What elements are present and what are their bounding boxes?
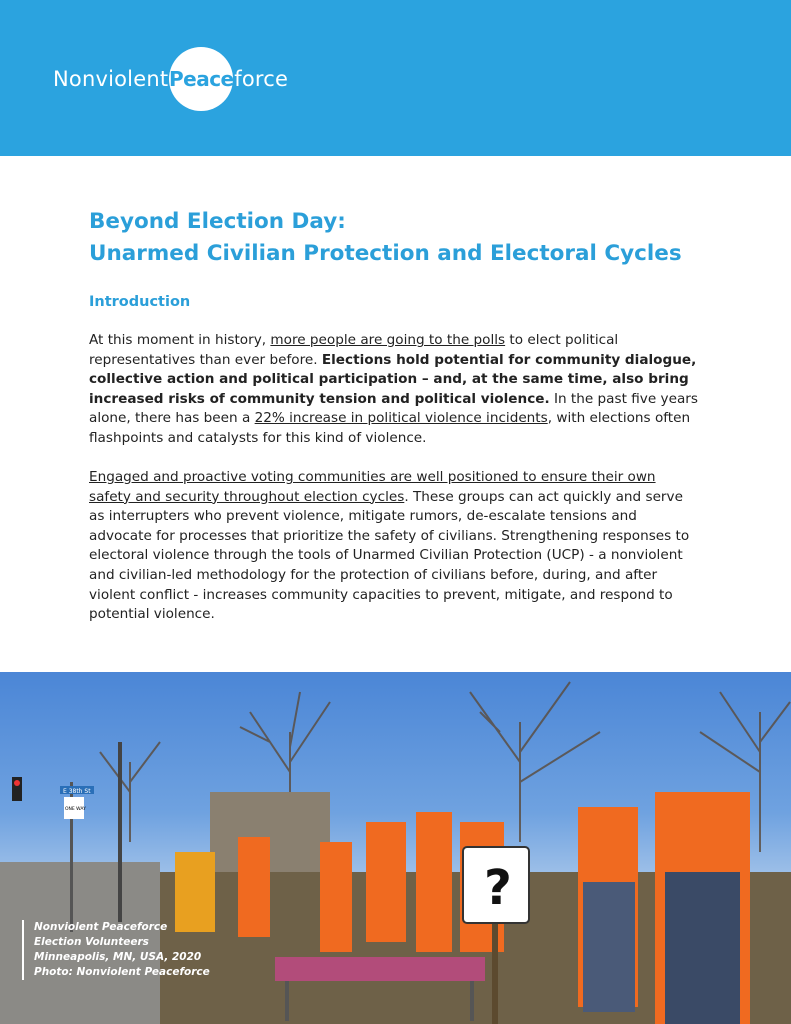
question-mark-sign: ? xyxy=(484,860,512,916)
page-title xyxy=(89,206,749,270)
photo-caption xyxy=(22,920,210,980)
nonviolent-peaceforce-logo[interactable] xyxy=(53,44,288,114)
link-polls[interactable]: more people are going to the polls xyxy=(270,332,506,348)
logo-text-left: Nonviolent xyxy=(53,67,169,91)
p1-text-3: In the past five years alone, there has been a xyxy=(89,390,698,427)
p1-text-1: At this moment in history, xyxy=(89,332,271,348)
section-heading-introduction: Introduction xyxy=(89,294,191,310)
p1-text-4: , with elections often flashpoints and catalysts for this kind of violence. xyxy=(89,410,691,446)
caption-line-4: Photo: Nonviolent Peaceforce xyxy=(34,966,210,978)
intro-paragraph-2 xyxy=(89,468,699,625)
p1-text-2: to elect political representatives than ever before. xyxy=(89,332,619,368)
title-line-1: Beyond Election Day: xyxy=(89,209,346,234)
logo-text-right: force xyxy=(234,67,289,91)
intro-paragraph-1 xyxy=(89,331,699,449)
p1-bold-statement: Elections hold potential for community dialogue, collective action and political participation – and, at the same time, also bring increased risks of community tension and political violence. xyxy=(89,351,697,407)
logo-circle xyxy=(169,47,233,111)
one-way-sign-text: ONE WAY xyxy=(65,807,86,812)
title-line-2: Unarmed Civilian Protection and Electoral Cycles xyxy=(89,241,682,266)
caption-line-2: Election Volunteers xyxy=(34,936,149,948)
link-voting-communities[interactable]: Engaged and proactive voting communities are well positioned to ensure their own safety and security throughout election cycles xyxy=(89,469,656,505)
logo-text-circle: Peace xyxy=(168,67,234,91)
header-banner xyxy=(0,0,791,156)
p2-text: . These groups can act quickly and serve as interrupters who prevent violence, mitigate rumors, de-escalate tensions and advocate for processes that prioritize the safety of civilians. Strengthening responses to electoral violence through the tools of Unarmed Civilian Protection (UCP) - a nonviolent and civilian-led methodology for the protection of civilians before, during, and after violent conflict - increases community capacities to prevent, mitigate, and respond to potential violence. xyxy=(89,488,690,623)
caption-line-1: Nonviolent Peaceforce xyxy=(34,921,168,933)
caption-line-3: Minneapolis, MN, USA, 2020 xyxy=(34,951,202,963)
street-sign-text: E 38th St xyxy=(63,788,91,795)
link-violence-increase[interactable]: 22% increase in political violence incidents xyxy=(254,410,548,427)
